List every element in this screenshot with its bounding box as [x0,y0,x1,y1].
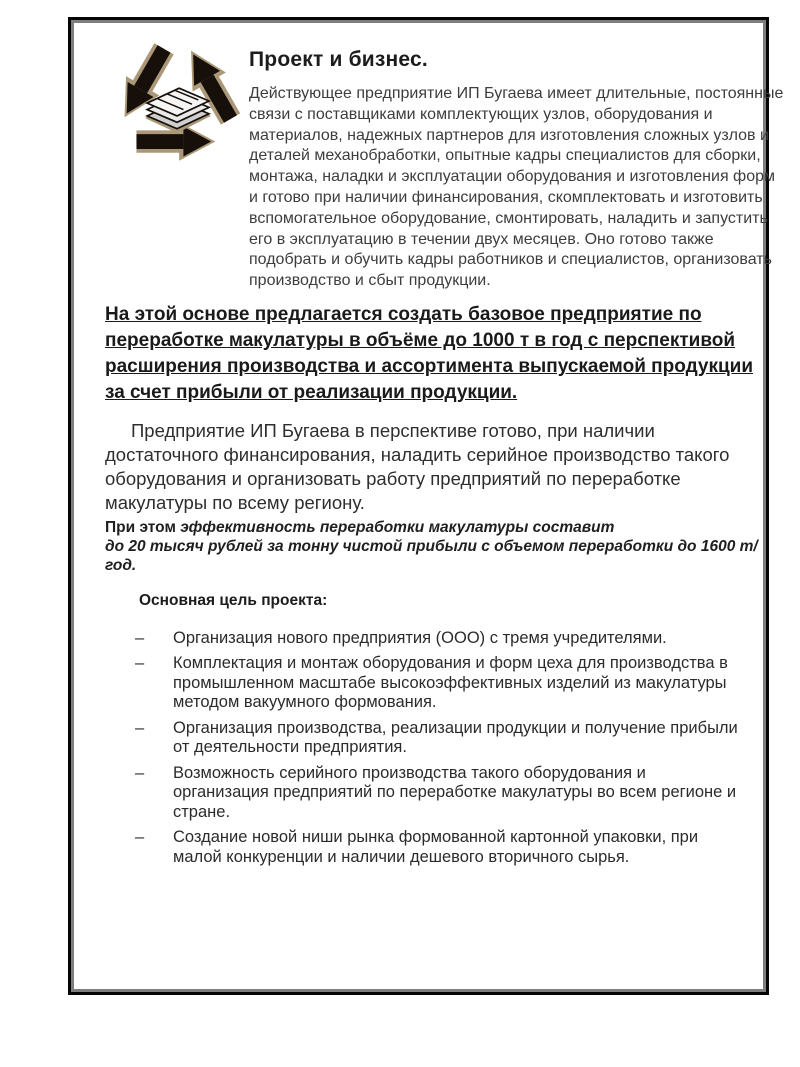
header-text [249,35,786,292]
list-item [131,718,738,758]
page-title: Проект и бизнес. [249,48,428,71]
goals-list [131,628,738,868]
intro-paragraph: Действующее предприятие ИП Бугаева имеет длительные, постоянные связи с поставщиками комплектующих узлов, оборудования и материалов, надежных партнеров для изготовления сложных узлов и деталей механобработки, опытные кадры специалистов для сборки, монтажа, наладки и эксплуатации оборудования и изготовления форм и готово при наличии финансирования, скомплектовать и изготовить вспомогательное оборудование, смонтировать, наладить и запустить его в эксплуатацию в течении двух месяцев. Оно готово также подобрать и обучить кадры работников и специалистов, организовать производство и сбыт продукции. [249,85,784,290]
list-item [131,629,732,649]
list-item [131,828,732,867]
list-item-text: Организация нового предприятия (ООО) с тремя учредителями. [173,628,667,647]
slide-frame [68,17,784,995]
dash-marker: – [135,718,145,737]
dash-marker: – [135,828,145,847]
efficiency-line2: до 20 тысяч рублей за тонну чистой прибыли с объемом переработки до 1600 т/год. [105,537,758,574]
proposal-paragraph: На этой основе предлагается создать базовое предприятие по переработке макулатуры в объёме до 1000 т в год с перспективой расширения производства и ассортимента выпускаемой продукции за счет прибыли от реализации продукции. [105,303,754,403]
header-row [105,35,784,292]
list-item-text: Организация производства, реализации продукции и получение прибыли от деятельности предприятия. [173,718,738,757]
efficiency-prefix: При этом [105,518,176,536]
list-item [131,763,737,823]
recycling-newspaper-logo-icon [113,37,241,165]
perspective-paragraph: Предприятие ИП Бугаева в перспективе готово, при наличии достаточного финансирования, наладить серийное производство такого оборудования и организовать работу предприятий по переработке макулатуры по всему региону. [105,419,730,513]
list-item [131,654,732,713]
dash-marker: – [135,763,145,782]
goals-heading: Основная цель проекта: [139,591,328,609]
list-item-text: Комплектация и монтаж оборудования и форм цеха для производства в промышленном масштабе высокоэффективных изделий из макулатуры методом вакуумного формования. [173,654,728,712]
list-item-text: Создание новой ниши рынка формованной картонной упаковки, при малой конкуренции и наличии дешевого вторичного сырья. [173,828,699,866]
dash-marker: – [135,654,145,673]
efficiency-line1: эффективность переработки макулатуры составит [180,518,615,536]
list-item-text: Возможность серийного производства такого оборудования и организация предприятий по переработке макулатуры во всем регионе и стране. [173,763,737,821]
efficiency-paragraph [105,518,785,575]
dash-marker: – [135,628,145,647]
